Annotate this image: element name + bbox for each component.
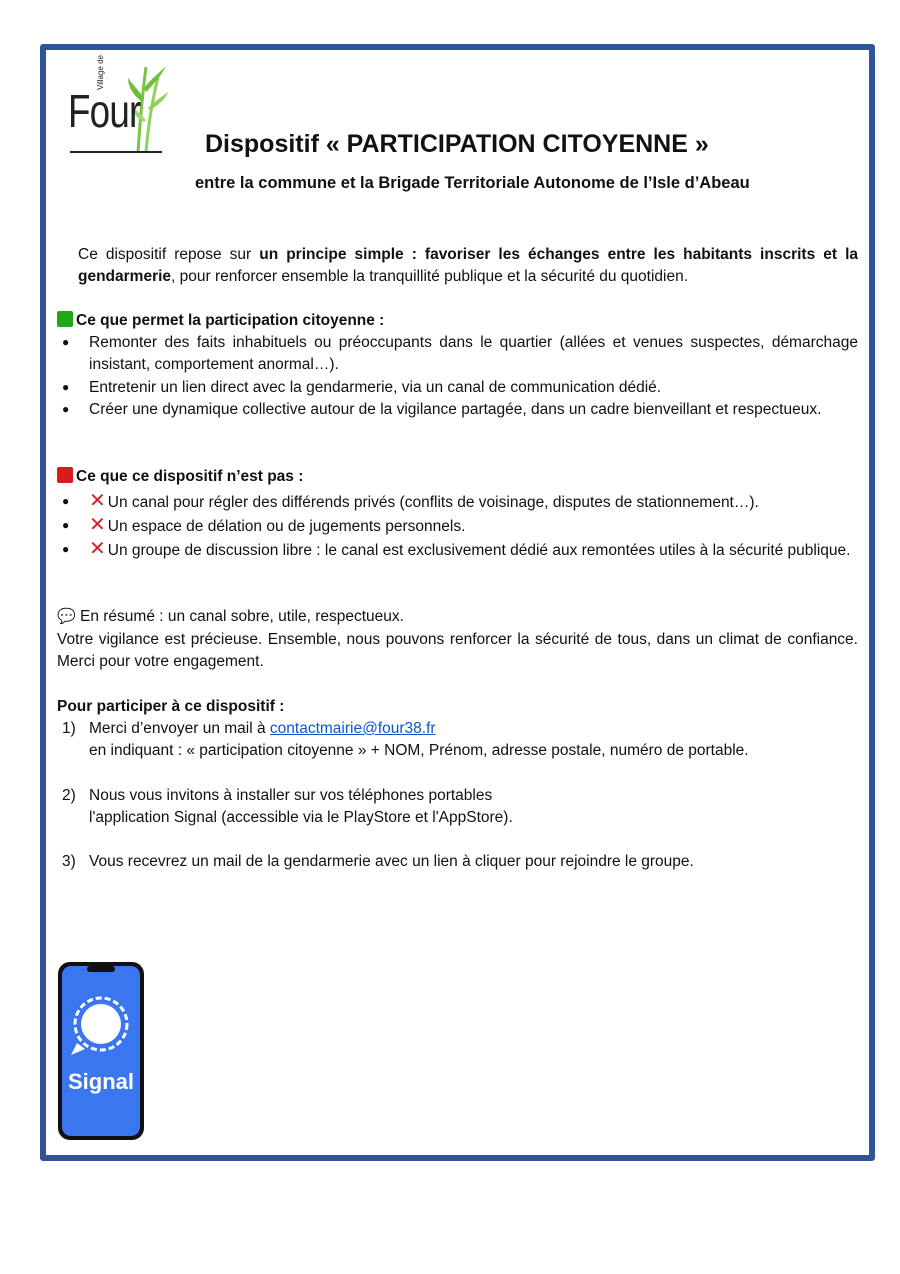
step-number: 1) [62,720,76,737]
cross-icon: ✕ [89,514,106,536]
step-number: 3) [62,853,76,870]
page-subtitle: entre la commune et la Brigade Territoriale Autonome de l’Isle d’Abeau [195,174,750,192]
list-item: Entretenir un lien direct avec la gendarmerie, via un canal de communication dédié. [89,379,662,396]
allows-heading: Ce que permet la participation citoyenne : [57,310,384,332]
bullet-icon: ● [62,402,70,416]
green-square-icon [57,311,73,327]
step-2: Nous vous invitons à installer sur vos téléphones portables l'application Signal (accessible via le PlayStore et l'AppStore). [89,787,513,826]
red-square-icon [57,467,73,483]
list-item: Créer une dynamique collective autour de la vigilance partagée, dans un cadre bienveillant et respectueux. [89,401,822,418]
email-link[interactable]: contactmairie@four38.fr [269,720,436,737]
list-item: ✕ Un canal pour régler des différends privés (conflits de voisinage, disputes de stationnement…). [89,490,759,512]
step-number: 2) [62,787,76,804]
summary-paragraph: Votre vigilance est précieuse. Ensemble, nous pouvons renforcer la sécurité de tous, dans un climat de confiance. Merci pour votre engagement. [57,631,858,670]
speech-bubble-icon: 💬 [57,608,76,625]
logo-word: Four [68,85,141,137]
list-item: Remonter des faits inhabituels ou préoccupants dans le quartier (allées et venues suspectes, démarchage insistant, comportement anormal…). [89,334,858,373]
list-item: ✕ Un espace de délation ou de jugements personnels. [89,514,466,536]
cross-icon: ✕ [89,538,106,560]
bullet-icon: ● [62,380,70,394]
bullet-icon: ● [62,518,70,532]
village-logo [66,55,170,156]
summary-line: 💬 En résumé : un canal sobre, utile, respectueux. [57,608,404,625]
page-title: Dispositif « PARTICIPATION CITOYENNE » [205,130,709,158]
logo-small-text: Village de [96,55,105,90]
isnot-heading: Ce que ce dispositif n’est pas : [57,466,303,488]
participate-heading: Pour participer à ce dispositif : [57,698,285,715]
page-frame [40,44,875,1161]
bullet-icon: ● [62,542,70,556]
step-3: Vous recevrez un mail de la gendarmerie avec un lien à cliquer pour rejoindre le groupe. [89,853,694,870]
signal-phone-icon [57,961,145,1141]
list-item: ✕ Un groupe de discussion libre : le canal est exclusivement dédié aux remontées utiles à la sécurité publique. [89,538,851,560]
step-1: Merci d’envoyer un mail à contactmairie@four38.fr en indiquant : « participation citoyenne » + NOM, Prénom, adresse postale, numéro de portable. [89,720,749,759]
signal-label: Signal [67,1069,134,1094]
bullet-icon: ● [62,494,70,508]
intro-paragraph: Ce dispositif repose sur un principe simple : favoriser les échanges entre les habitants inscrits et la gendarmerie, pour renforcer ensemble la tranquillité publique et la sécurité du quotidien. [78,246,858,285]
bullet-icon: ● [62,335,70,349]
cross-icon: ✕ [89,490,106,512]
